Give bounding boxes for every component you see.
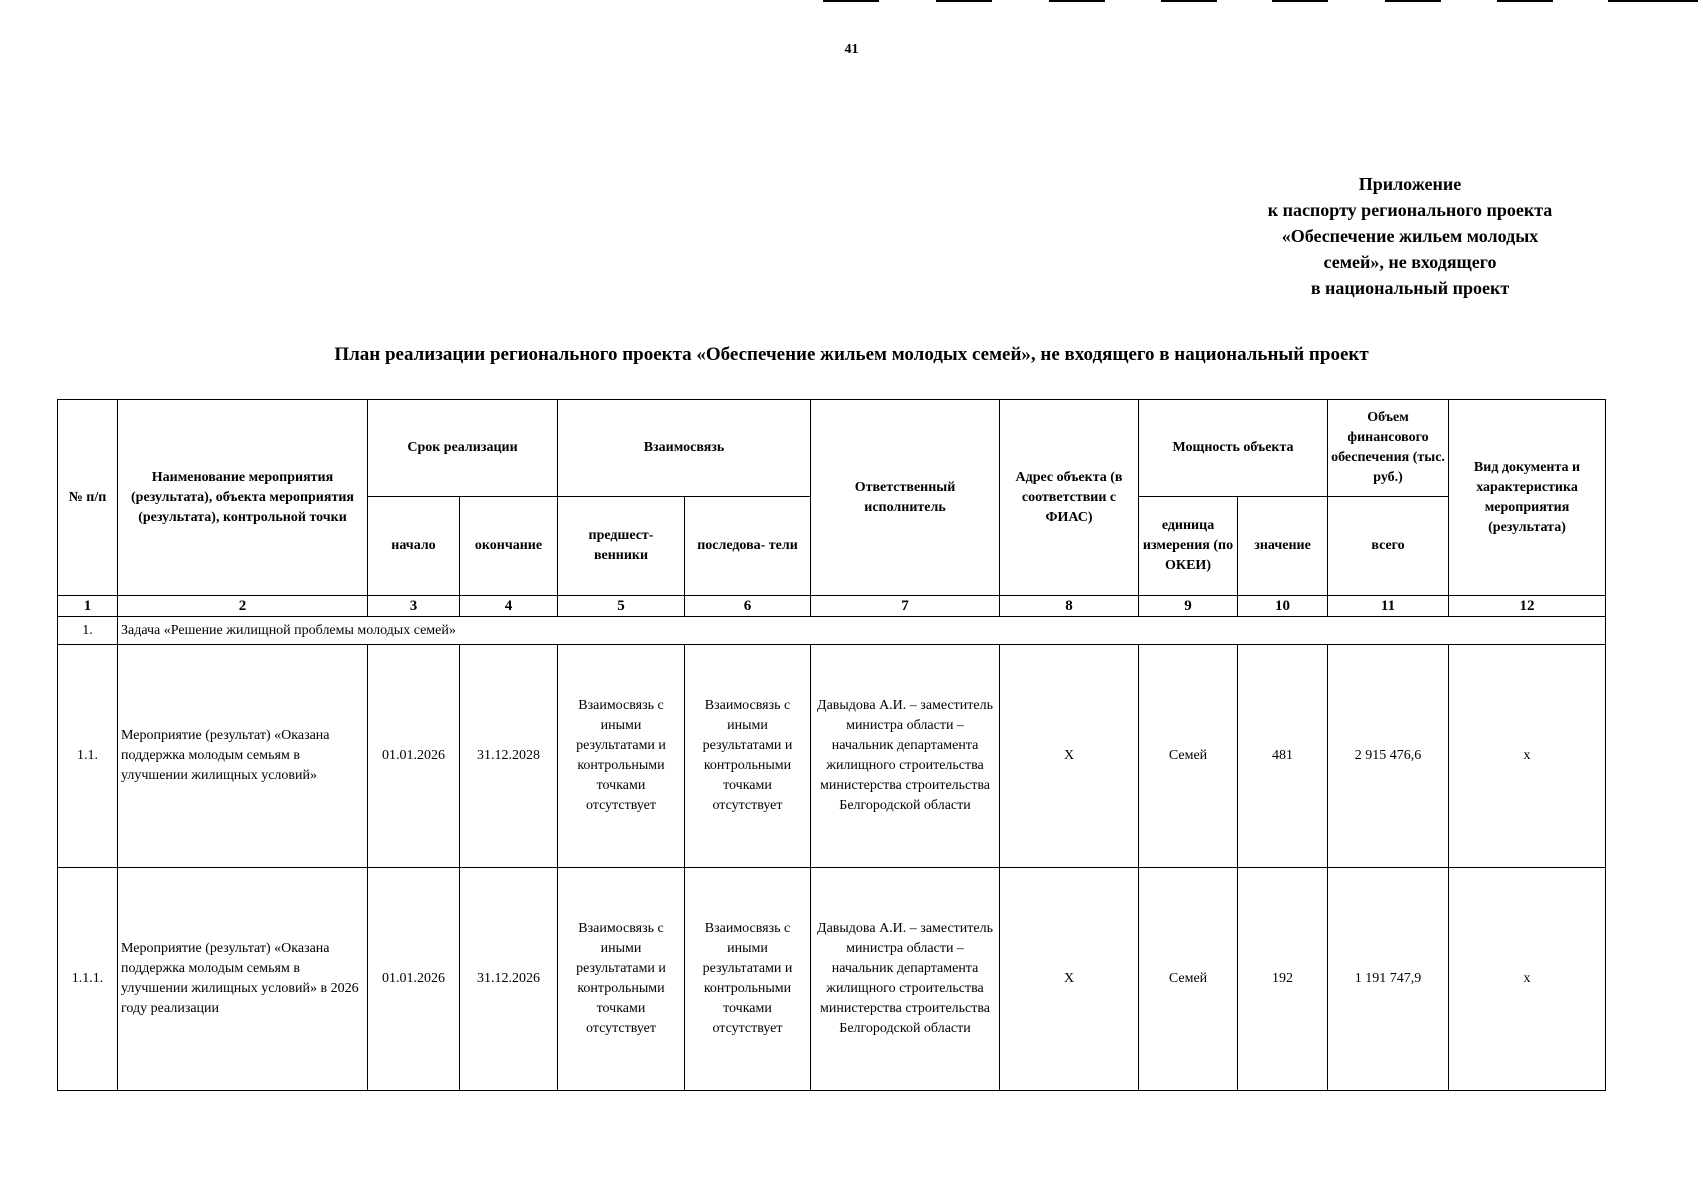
appendix-line: семей», не входящего xyxy=(1323,252,1497,272)
header-successors: последова- тели xyxy=(685,497,811,596)
header-relation: Взаимосвязь xyxy=(558,400,811,497)
plan-table xyxy=(57,399,1606,1091)
table-row xyxy=(58,868,1606,1091)
row-num: 1.1. xyxy=(58,645,118,868)
header-predecessors: предшест- венники xyxy=(558,497,685,596)
row-address: Х xyxy=(1000,868,1139,1091)
header-address: Адрес объекта (в соответствии с ФИАС) xyxy=(1000,400,1139,596)
row-responsible: Давыдова А.И. – заместитель министра области – начальник департамента жилищного строительства министерства строительства Белгородской области xyxy=(811,868,1000,1091)
row-start: 01.01.2026 xyxy=(368,868,460,1091)
appendix-line: в национальный проект xyxy=(1310,278,1510,298)
row-doc-type: х xyxy=(1449,868,1606,1091)
column-number: 4 xyxy=(460,596,558,617)
task-num: 1. xyxy=(58,617,118,645)
header-term: Срок реализации xyxy=(368,400,558,497)
header-responsible: Ответственный исполнитель xyxy=(811,400,1000,596)
header-finance-total: всего xyxy=(1328,497,1449,596)
appendix-line: «Обеспечение жильем молодых xyxy=(1281,226,1539,246)
row-successors: Взаимосвязь с иными результатами и контрольными точками отсутствует xyxy=(685,868,811,1091)
column-number: 2 xyxy=(118,596,368,617)
appendix-line: к паспорту регионального проекта xyxy=(1267,200,1553,220)
top-edge-marks xyxy=(820,0,1700,4)
column-number-row xyxy=(58,596,1606,617)
header-finance: Объем финансового обеспечения (тыс. руб.) xyxy=(1328,400,1449,497)
document-title: План реализации регионального проекта «Обеспечение жильем молодых семей», не входящего в национальный проект xyxy=(334,344,1369,365)
row-predecessors: Взаимосвязь с иными результатами и контрольными точками отсутствует xyxy=(558,868,685,1091)
column-number: 12 xyxy=(1449,596,1606,617)
row-successors: Взаимосвязь с иными результатами и контрольными точками отсутствует xyxy=(685,645,811,868)
column-number: 11 xyxy=(1328,596,1449,617)
column-number: 3 xyxy=(368,596,460,617)
row-unit: Семей xyxy=(1139,645,1238,868)
task-text: Задача «Решение жилищной проблемы молодых семей» xyxy=(118,617,1606,645)
header-num: № п/п xyxy=(58,400,118,596)
column-number: 7 xyxy=(811,596,1000,617)
row-name: Мероприятие (результат) «Оказана поддержка молодым семьям в улучшении жилищных условий» xyxy=(118,645,368,868)
header-term-start: начало xyxy=(368,497,460,596)
table-row xyxy=(58,645,1606,868)
header-name: Наименование мероприятия (результата), объекта мероприятия (результата), контрольной точки xyxy=(118,400,368,596)
row-start: 01.01.2026 xyxy=(368,645,460,868)
row-end: 31.12.2028 xyxy=(460,645,558,868)
row-total: 2 915 476,6 xyxy=(1328,645,1449,868)
row-total: 1 191 747,9 xyxy=(1328,868,1449,1091)
row-value: 192 xyxy=(1238,868,1328,1091)
column-number: 8 xyxy=(1000,596,1139,617)
header-term-end: окончание xyxy=(460,497,558,596)
row-address: Х xyxy=(1000,645,1139,868)
row-unit: Семей xyxy=(1139,868,1238,1091)
column-number: 6 xyxy=(685,596,811,617)
row-predecessors: Взаимосвязь с иными результатами и контрольными точками отсутствует xyxy=(558,645,685,868)
header-capacity: Мощность объекта xyxy=(1139,400,1328,497)
page-number: 41 xyxy=(844,42,859,57)
column-number: 1 xyxy=(58,596,118,617)
row-doc-type: х xyxy=(1449,645,1606,868)
header-value: значение xyxy=(1238,497,1328,596)
column-number: 5 xyxy=(558,596,685,617)
appendix-heading xyxy=(1225,171,1595,301)
row-end: 31.12.2026 xyxy=(460,868,558,1091)
appendix-line: Приложение xyxy=(1358,174,1462,194)
header-unit: единица измерения (по ОКЕИ) xyxy=(1139,497,1238,596)
row-name: Мероприятие (результат) «Оказана поддержка молодым семьям в улучшении жилищных условий» в 2026 году реализации xyxy=(118,868,368,1091)
header-doc-type: Вид документа и характеристика мероприятия (результата) xyxy=(1449,400,1606,596)
row-responsible: Давыдова А.И. – заместитель министра области – начальник департамента жилищного строительства министерства строительства Белгородской области xyxy=(811,645,1000,868)
row-value: 481 xyxy=(1238,645,1328,868)
task-row xyxy=(58,617,1606,645)
column-number: 9 xyxy=(1139,596,1238,617)
column-number: 10 xyxy=(1238,596,1328,617)
row-num: 1.1.1. xyxy=(58,868,118,1091)
